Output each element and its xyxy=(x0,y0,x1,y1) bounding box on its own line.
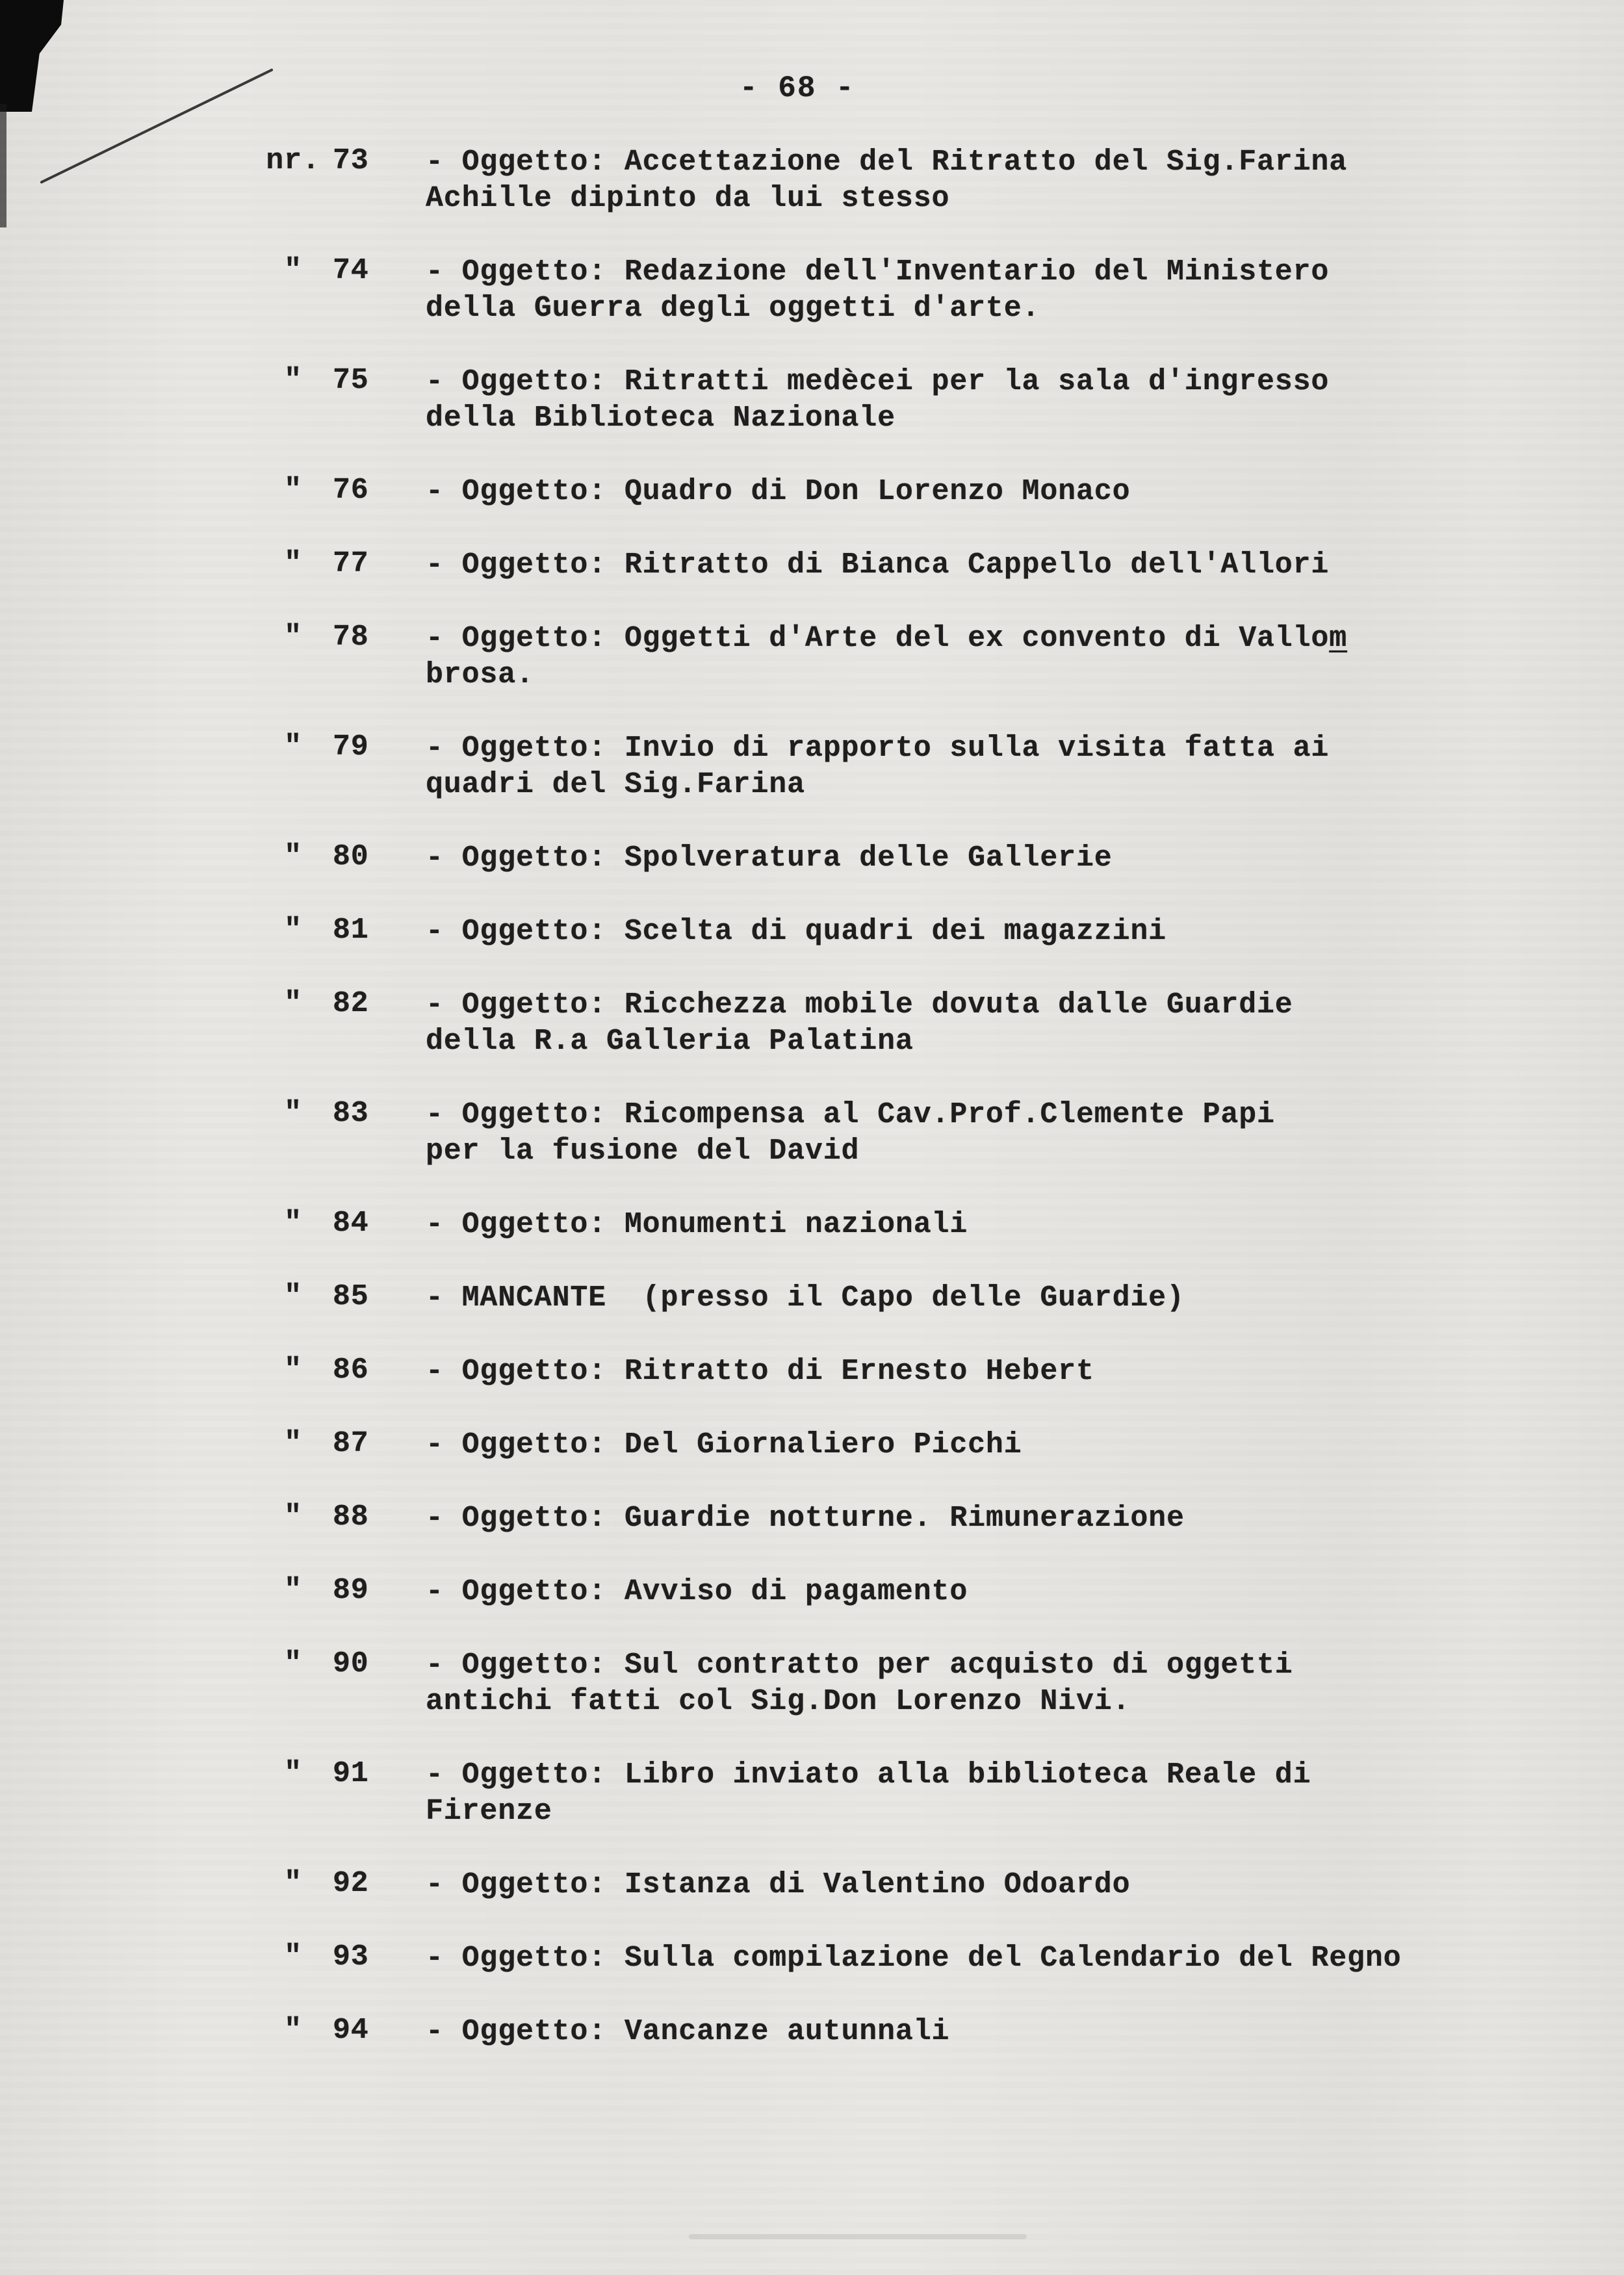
entry-line: - Oggetto: Ritratti medècei per la sala d'ingresso xyxy=(426,365,1330,398)
entry-line: - Oggetto: Del Giornaliero Picchi xyxy=(426,1428,1022,1461)
entry-number: 90 xyxy=(333,1647,369,1680)
entry-body xyxy=(426,621,1624,693)
entry-line: - MANCANTE (presso il Capo delle Guardie) xyxy=(426,1281,1185,1315)
entry-line: - Oggetto: Vancanze autunnali xyxy=(426,2015,950,2048)
entry-number: 83 xyxy=(333,1097,369,1130)
entry-row xyxy=(0,1280,1624,1317)
scan-artifact-bottom-smudge xyxy=(689,2234,1027,2239)
entry-line: - Oggetto: Sulla compilazione del Calendario del Regno xyxy=(426,1942,1402,1975)
entry-prefix: " xyxy=(284,254,302,287)
entry-line: Firenze xyxy=(426,1795,552,1828)
entry-body xyxy=(426,364,1624,437)
entry-row xyxy=(0,474,1624,510)
entry-row xyxy=(0,364,1624,437)
entry-number: 81 xyxy=(333,914,369,947)
entry-line: - Oggetto: Redazione dell'Inventario del Ministero xyxy=(426,255,1330,289)
entry-line: - Oggetto: Invio di rapporto sulla visita fatta ai xyxy=(426,732,1330,765)
entry-prefix: " xyxy=(284,1354,302,1387)
entry-number: 80 xyxy=(333,840,369,873)
entry-line: della R.a Galleria Palatina xyxy=(426,1025,914,1058)
entry-row xyxy=(0,1574,1624,1610)
entry-prefix: " xyxy=(284,1280,302,1313)
entry-row xyxy=(0,1867,1624,1903)
entry-prefix: " xyxy=(284,730,302,764)
entry-prefix: " xyxy=(284,364,302,397)
entry-line: della Guerra degli oggetti d'arte. xyxy=(426,292,1040,325)
entry-line: brosa. xyxy=(426,658,534,691)
entry-row xyxy=(0,1207,1624,1243)
entry-line: - Oggetto: Avviso di pagamento xyxy=(426,1575,968,1608)
entry-prefix: " xyxy=(284,1647,302,1680)
entry-prefix: " xyxy=(284,1207,302,1240)
entry-line: - Oggetto: Spolveratura delle Gallerie xyxy=(426,842,1113,875)
entry-number: 88 xyxy=(333,1500,369,1534)
entry-body xyxy=(426,1280,1624,1317)
entry-prefix: " xyxy=(284,1940,302,1973)
entry-line: Achille dipinto da lui stesso xyxy=(426,182,950,215)
entry-line: quadri del Sig.Farina xyxy=(426,768,805,801)
entry-number: 93 xyxy=(333,1940,369,1973)
entry-row xyxy=(0,144,1624,217)
entry-row xyxy=(0,1097,1624,1170)
entry-prefix: " xyxy=(284,914,302,947)
entry-number: 86 xyxy=(333,1354,369,1387)
entry-row xyxy=(0,621,1624,693)
entry-prefix: " xyxy=(284,1574,302,1607)
entry-prefix: " xyxy=(284,1757,302,1790)
entry-number: 91 xyxy=(333,1757,369,1790)
entry-body xyxy=(426,254,1624,327)
entry-line xyxy=(426,621,1624,657)
entry-prefix: " xyxy=(284,1427,302,1460)
entry-number: 78 xyxy=(333,621,369,654)
entry-number: 77 xyxy=(333,547,369,580)
entry-row xyxy=(0,840,1624,877)
entry-number: 74 xyxy=(333,254,369,287)
entry-body xyxy=(426,474,1624,510)
entry-body xyxy=(426,1097,1624,1170)
page-number: - 68 - xyxy=(740,71,855,105)
entry-body xyxy=(426,1354,1624,1390)
entry-row xyxy=(0,914,1624,950)
entry-body xyxy=(426,914,1624,950)
entry-prefix: " xyxy=(284,1500,302,1534)
entry-number: 85 xyxy=(333,1280,369,1313)
entry-prefix: " xyxy=(284,474,302,507)
entry-line: per la fusione del David xyxy=(426,1135,860,1168)
entry-row xyxy=(0,987,1624,1060)
entry-line: - Oggetto: Sul contratto per acquisto di oggetti xyxy=(426,1649,1293,1682)
entry-number: 76 xyxy=(333,474,369,507)
entry-body xyxy=(426,1757,1624,1830)
entry-body xyxy=(426,730,1624,803)
entry-line: della Biblioteca Nazionale xyxy=(426,402,896,435)
entry-body xyxy=(426,1940,1624,1977)
entry-row xyxy=(0,1354,1624,1390)
entry-body xyxy=(426,1207,1624,1243)
entry-number: 75 xyxy=(333,364,369,397)
entry-number: 89 xyxy=(333,1574,369,1607)
entry-body xyxy=(426,1867,1624,1903)
entry-row xyxy=(0,547,1624,584)
entry-prefix: nr. xyxy=(266,144,320,177)
entry-body xyxy=(426,987,1624,1060)
entry-line: - Oggetto: Ricompensa al Cav.Prof.Clemente Papi xyxy=(426,1098,1275,1131)
entry-line: - Oggetto: Monumenti nazionali xyxy=(426,1208,968,1241)
entry-line: - Oggetto: Ritratto di Bianca Cappello dell'Allori xyxy=(426,548,1330,582)
entry-body xyxy=(426,1574,1624,1610)
scan-artifact-corner xyxy=(0,0,64,112)
entry-body xyxy=(426,547,1624,584)
entry-body xyxy=(426,2014,1624,2050)
entry-prefix: " xyxy=(284,547,302,580)
entry-line: - Oggetto: Ritratto di Ernesto Hebert xyxy=(426,1355,1094,1388)
entry-number: 84 xyxy=(333,1207,369,1240)
entry-row xyxy=(0,1427,1624,1463)
entry-body xyxy=(426,1427,1624,1463)
entry-number: 92 xyxy=(333,1867,369,1900)
entry-line: - Oggetto: Libro inviato alla biblioteca Reale di xyxy=(426,1758,1311,1792)
entry-row xyxy=(0,1647,1624,1720)
entry-body xyxy=(426,144,1624,217)
entry-row xyxy=(0,2014,1624,2050)
entry-prefix: " xyxy=(284,840,302,873)
entry-prefix: " xyxy=(284,2014,302,2047)
entry-prefix: " xyxy=(284,1097,302,1130)
entry-body xyxy=(426,1647,1624,1720)
entry-body xyxy=(426,840,1624,877)
entry-prefix: " xyxy=(284,1867,302,1900)
entry-prefix: " xyxy=(284,621,302,654)
entry-line: - Oggetto: Scelta di quadri dei magazzini xyxy=(426,915,1166,948)
entry-line: - Oggetto: Quadro di Don Lorenzo Monaco xyxy=(426,475,1131,508)
entry-number: 87 xyxy=(333,1427,369,1460)
underlined-letter: m xyxy=(1329,622,1348,655)
entry-body xyxy=(426,1500,1624,1537)
entry-row xyxy=(0,1940,1624,1977)
entry-line: - Oggetto: Ricchezza mobile dovuta dalle Guardie xyxy=(426,988,1293,1022)
entry-line: - Oggetto: Accettazione del Ritratto del Sig.Farina xyxy=(426,146,1348,179)
entries-list xyxy=(0,144,1624,2087)
entry-number: 82 xyxy=(333,987,369,1020)
entry-row xyxy=(0,1500,1624,1537)
entry-line: - Oggetto: Istanza di Valentino Odoardo xyxy=(426,1868,1131,1901)
entry-row xyxy=(0,1757,1624,1830)
entry-number: 94 xyxy=(333,2014,369,2047)
entry-prefix: " xyxy=(284,987,302,1020)
entry-line: antichi fatti col Sig.Don Lorenzo Nivi. xyxy=(426,1685,1131,1718)
entry-number: 79 xyxy=(333,730,369,764)
entry-row xyxy=(0,730,1624,803)
entry-line: - Oggetto: Guardie notturne. Rimunerazione xyxy=(426,1502,1185,1535)
entry-number: 73 xyxy=(333,144,369,177)
entry-line-text: - Oggetto: Oggetti d'Arte del ex convento di Vallo xyxy=(426,622,1330,655)
entry-row xyxy=(0,254,1624,327)
